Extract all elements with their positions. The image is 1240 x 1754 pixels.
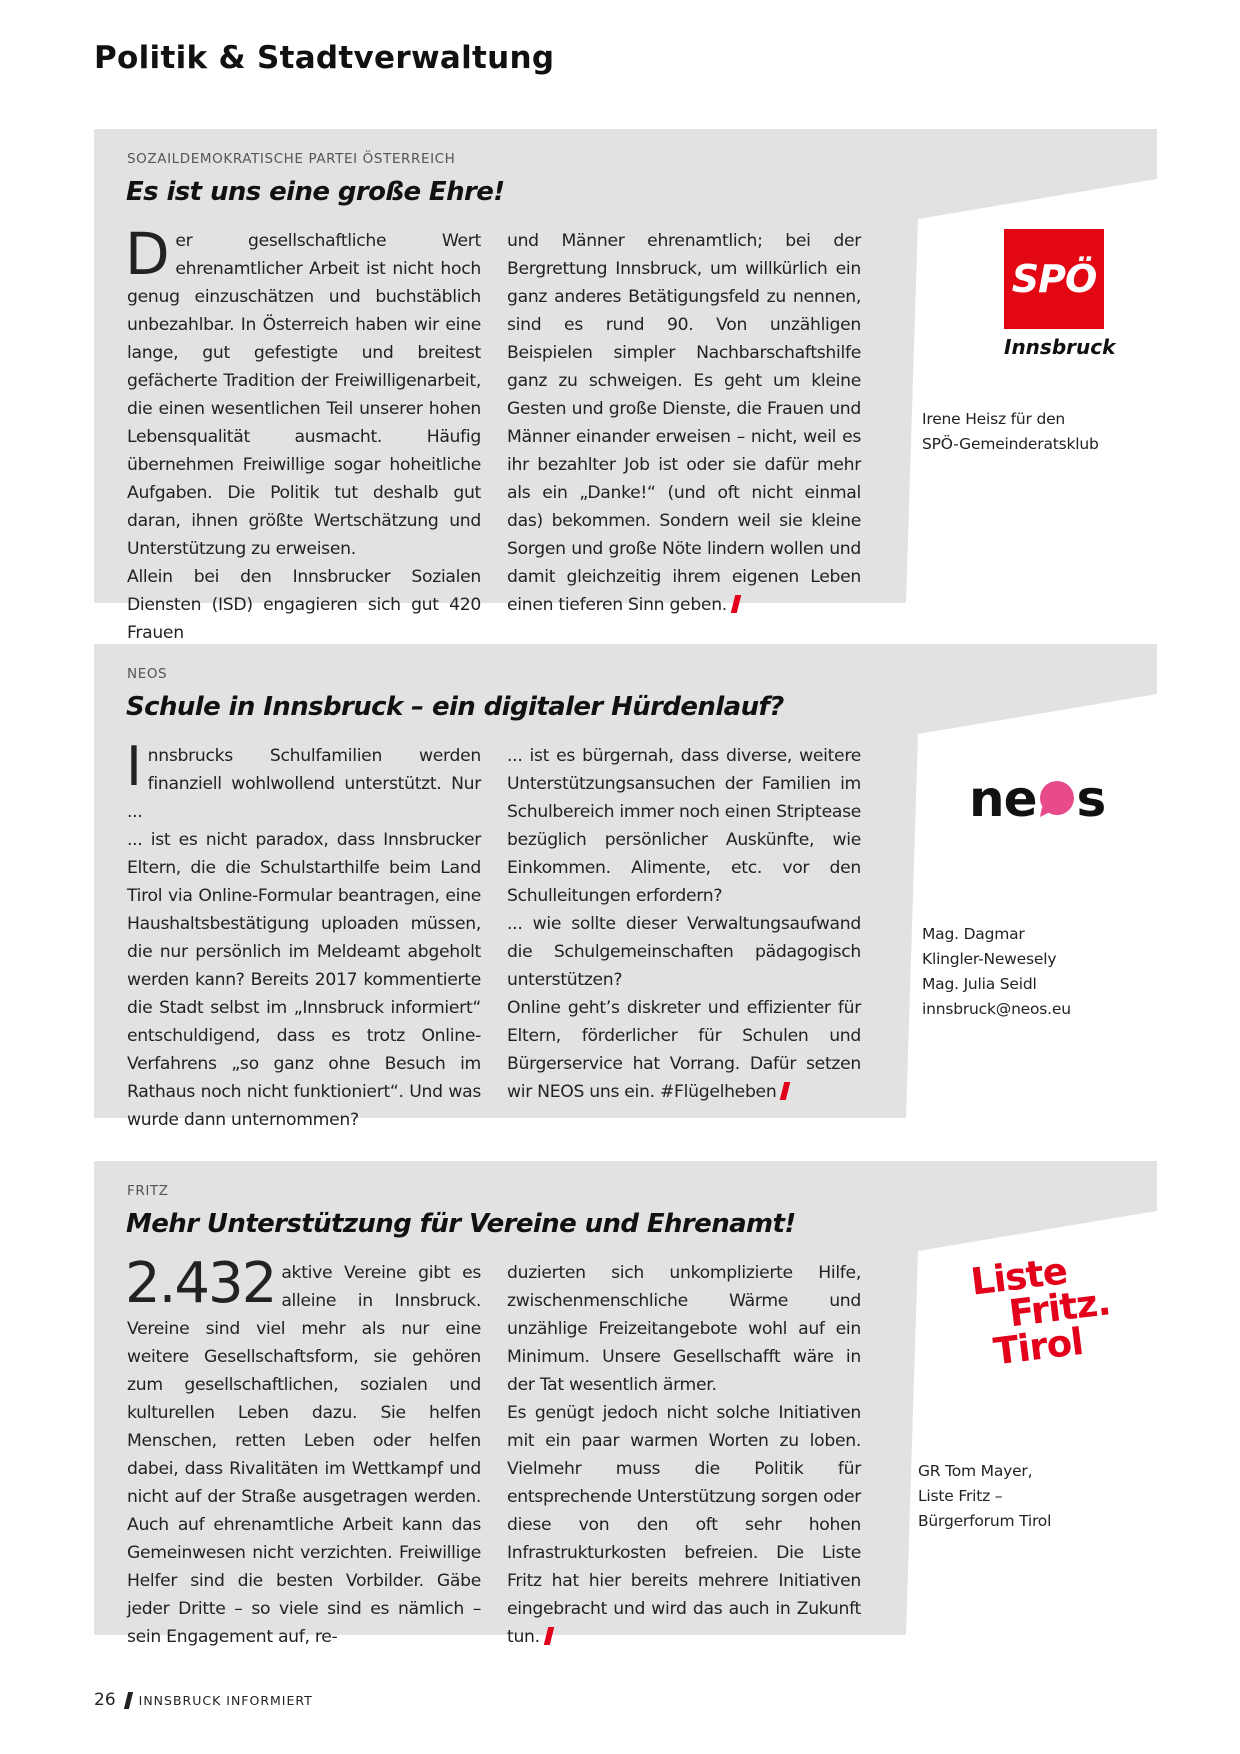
page-footer	[94, 1690, 313, 1710]
drop-cap: D	[125, 220, 170, 288]
party-label: NEOS	[127, 666, 168, 682]
article-title: Mehr Unterstützung für Vereine und Ehrenamt!	[126, 1209, 796, 1239]
page-number: 26	[94, 1690, 116, 1710]
spoe-logo	[1004, 229, 1116, 359]
article-column-1	[125, 220, 481, 647]
author-credit: Irene Heisz für den SPÖ-Gemeinderatsklub	[922, 410, 1099, 453]
paragraph: Online geht’s diskreter und effizienter für Eltern, förderlicher für Schulen und Bürgerservice hat Vorrang. Dafür setzen wir NEOS uns ein. #Flügelheben	[507, 998, 861, 1102]
article-column-1	[126, 735, 481, 1134]
paragraph: er gesellschaftliche Wert ehrenamtlicher Arbeit ist nicht hoch genug einzuschätzen und buchstäblich unbezahlbar. In Österreich haben wir eine lange, gut gefestigte und breitest gefächerte Tradition der Freiwilligenarbeit, die einen wesentlichen Teil unserer hohen Lebensqualität ausmacht. Häufig übernehmen Freiwillige sogar hoheitliche Aufgaben. Die Politik tut deshalb gut daran, ihnen größte Wertschätzung und Unterstützung zu erweisen.	[127, 231, 481, 559]
article-column-2	[507, 1259, 861, 1651]
neos-article	[94, 644, 1157, 1130]
paragraph: aktive Vereine gibt es alleine in Innsbruck. Vereine sind viel mehr als nur eine weitere Gesellschaftsform, sie gehören zum gesellschaftlichen, sozialen und kulturellen Leben dazu. Sie helfen Menschen, retten Leben oder helfen dabei, dass Rivalitäten im Wettkampf und nicht auf der Straße ausgetragen werden. Auch auf ehrenamtliche Arbeit kann das Gemeinwesen nicht verzichten. Freiwillige Helfer sind die besten Vorbilder. Gäbe jeder Dritte – so viele sind es nämlich – sein Engagement auf, re-	[127, 1263, 481, 1647]
end-mark-icon	[731, 595, 741, 613]
author-credit: Mag. Dagmar Klingler-Newesely Mag. Julia Seidl innsbruck@neos.eu	[922, 925, 1071, 1018]
article-column-2	[507, 227, 861, 619]
page-title: Politik & Stadtverwaltung	[94, 40, 555, 76]
end-mark-icon	[544, 1627, 554, 1645]
spoe-article	[94, 129, 1157, 643]
article-column-2	[507, 742, 861, 1106]
paragraph: ... wie sollte dieser Verwaltungsaufwand die Schulgemeinschaften pädagogisch unterstützen?	[507, 914, 861, 990]
article-title: Es ist uns eine große Ehre!	[126, 177, 505, 207]
article-title: Schule in Innsbruck – ein digitaler Hürdenlauf?	[126, 692, 784, 722]
paragraph: Allein bei den Innsbrucker Sozialen Diensten (ISD) engagieren sich gut 420 Frauen	[127, 567, 481, 643]
author-credit: GR Tom Mayer, Liste Fritz – Bürgerforum Tirol	[918, 1462, 1052, 1530]
logo-text: s	[1076, 770, 1106, 828]
magazine-name: INNSBRUCK INFORMIERT	[138, 1692, 313, 1708]
slash-icon	[124, 1692, 133, 1709]
logo-subtext: Innsbruck	[1004, 335, 1116, 359]
party-label: FRITZ	[127, 1183, 169, 1199]
fritz-article	[94, 1161, 1157, 1647]
speech-bubble-icon	[1038, 779, 1076, 819]
drop-cap: I	[126, 735, 142, 798]
paragraph: ... ist es nicht paradox, dass Innsbrucker Eltern, die die Schulstarthilfe beim Land Tirol via Online-Formular beantragen, eine Haushaltsbestätigung uploaden müssen, die nur persönlich im Meldeamt abgeholt werden kann? Bereits 2017 kommentierte die Stadt selbst im „Innsbruck informiert“ entschuldigend, dass es trotz Online-Verfahrens „so ganz ohne Besuch im Rathaus noch nicht funktioniert“. Und was wurde dann unternommen?	[127, 830, 481, 1130]
party-label: SOZAILDEMOKRATISCHE PARTEI ÖSTERREICH	[127, 151, 456, 167]
logo-text: SPÖ	[1011, 257, 1097, 301]
paragraph: nnsbrucks Schulfamilien werden finanziell wohlwollend unterstützt. Nur ...	[127, 746, 481, 822]
liste-fritz-logo: Liste Fritz. Tirol	[968, 1249, 1113, 1374]
neos-logo	[969, 770, 1105, 828]
paragraph: Es genügt jedoch nicht solche Initiativen mit ein paar warmen Worten zu loben. Vielmehr muss die Politik für entsprechende Unterstützung sorgen oder diese von den oft sehr hohen Infrastrukturkosten befreien. Die Liste Fritz hat hier bereits mehrere Initiativen eingebracht und wird das auch in Zukunft tun.	[507, 1403, 861, 1647]
logo-text: ne	[969, 770, 1037, 828]
paragraph: und Männer ehrenamtlich; bei der Bergrettung Innsbruck, um willkürlich ein ganz anderes Betätigungsfeld zu nennen, sind es rund 90. Von unzähligen Beispielen simpler Nachbarschaftshilfe ganz zu schweigen. Es geht um kleine Gesten und große Dienste, die Frauen und Männer einander erweisen – nicht, weil es ihr bezahlter Job ist oder sie dafür mehr als ein „Danke!“ (und oft nicht einmal das) bekommen. Sondern weil sie kleine Sorgen und große Nöte lindern wollen und damit gleichzeitig ihrem eigenen Leben einen tieferen Sinn geben.	[507, 231, 861, 615]
drop-number: 2.432	[125, 1251, 276, 1316]
end-mark-icon	[780, 1082, 790, 1100]
paragraph: ... ist es bürgernah, dass diverse, weitere Unterstützungsansuchen der Familien im Schulbereich immer noch einen Striptease bezüglich persönlicher Auskünfte, wie Einkommen. Alimente, etc. vor den Schulleitungen erfordern?	[507, 746, 861, 906]
paragraph: duzierten sich unkomplizierte Hilfe, zwischenmenschliche Wärme und unzählige Freizeitangebote wohl auf ein Minimum. Unsere Gesellschafft wäre in der Tat wesentlich ärmer.	[507, 1263, 861, 1395]
article-column-1	[125, 1251, 481, 1651]
